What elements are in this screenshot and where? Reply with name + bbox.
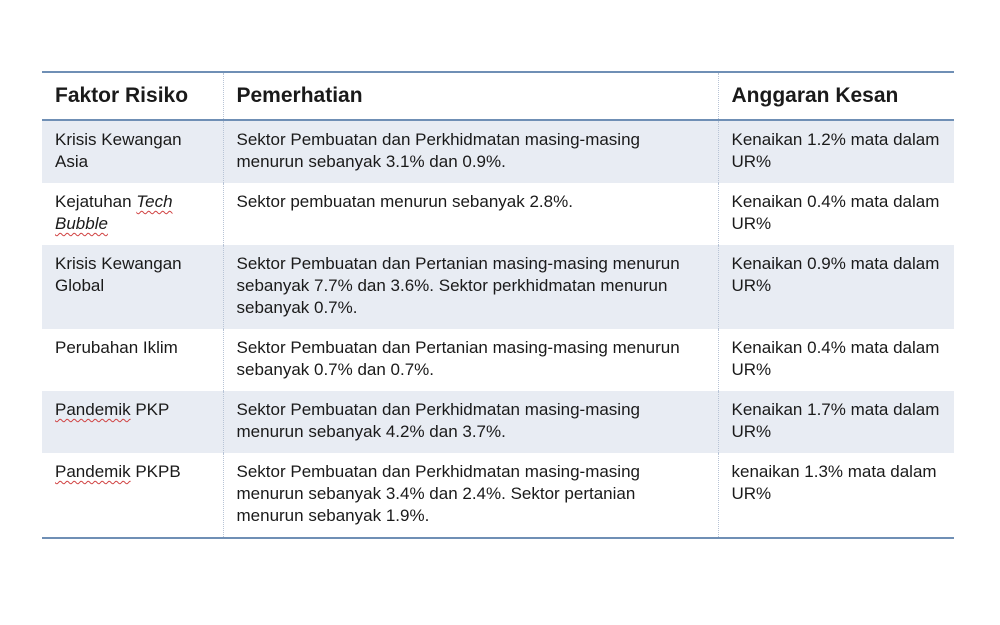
factor-text-suffix: PKP <box>130 400 170 419</box>
cell-factor <box>42 120 223 183</box>
cell-factor <box>42 391 223 453</box>
factor-text-suffix: PKPB <box>130 462 181 481</box>
factor-text: Perubahan Iklim <box>55 338 178 357</box>
cell-observation: Sektor pembuatan menurun sebanyak 2.8%. <box>223 183 718 245</box>
cell-factor <box>42 183 223 245</box>
risk-factor-table-container <box>42 71 954 539</box>
cell-factor <box>42 453 223 538</box>
table-row <box>42 391 954 453</box>
cell-observation: Sektor Pembuatan dan Perkhidmatan masing-masing menurun sebanyak 3.4% dan 2.4%. Sektor pertanian menurun sebanyak 1.9%. <box>223 453 718 538</box>
factor-text-underlined: Pandemik <box>55 400 131 419</box>
cell-impact: Kenaikan 1.2% mata dalam UR% <box>718 120 954 183</box>
table-row <box>42 329 954 391</box>
factor-text-underlined: Pandemik <box>55 462 131 481</box>
table-row <box>42 453 954 538</box>
cell-impact: Kenaikan 1.7% mata dalam UR% <box>718 391 954 453</box>
cell-impact: Kenaikan 0.4% mata dalam UR% <box>718 183 954 245</box>
table-row <box>42 183 954 245</box>
table-row <box>42 245 954 329</box>
factor-text: Krisis Kewangan Asia <box>55 130 182 171</box>
header-anggaran-kesan: Anggaran Kesan <box>718 72 954 120</box>
cell-impact: kenaikan 1.3% mata dalam UR% <box>718 453 954 538</box>
factor-text-prefix: Kejatuhan <box>55 192 137 211</box>
cell-factor <box>42 329 223 391</box>
table-row <box>42 120 954 183</box>
cell-observation: Sektor Pembuatan dan Pertanian masing-masing menurun sebanyak 0.7% dan 0.7%. <box>223 329 718 391</box>
cell-impact: Kenaikan 0.9% mata dalam UR% <box>718 245 954 329</box>
risk-factor-table <box>42 71 954 539</box>
header-pemerhatian: Pemerhatian <box>223 72 718 120</box>
factor-text: Krisis Kewangan Global <box>55 254 182 295</box>
cell-observation: Sektor Pembuatan dan Perkhidmatan masing-masing menurun sebanyak 4.2% dan 3.7%. <box>223 391 718 453</box>
cell-impact: Kenaikan 0.4% mata dalam UR% <box>718 329 954 391</box>
cell-factor <box>42 245 223 329</box>
header-faktor-risiko: Faktor Risiko <box>42 72 223 120</box>
cell-observation: Sektor Pembuatan dan Pertanian masing-masing menurun sebanyak 7.7% dan 3.6%. Sektor perkhidmatan menurun sebanyak 0.7%. <box>223 245 718 329</box>
table-header-row <box>42 72 954 120</box>
factor-text-italic: Tech Bubble <box>55 192 173 233</box>
cell-observation: Sektor Pembuatan dan Perkhidmatan masing-masing menurun sebanyak 3.1% dan 0.9%. <box>223 120 718 183</box>
